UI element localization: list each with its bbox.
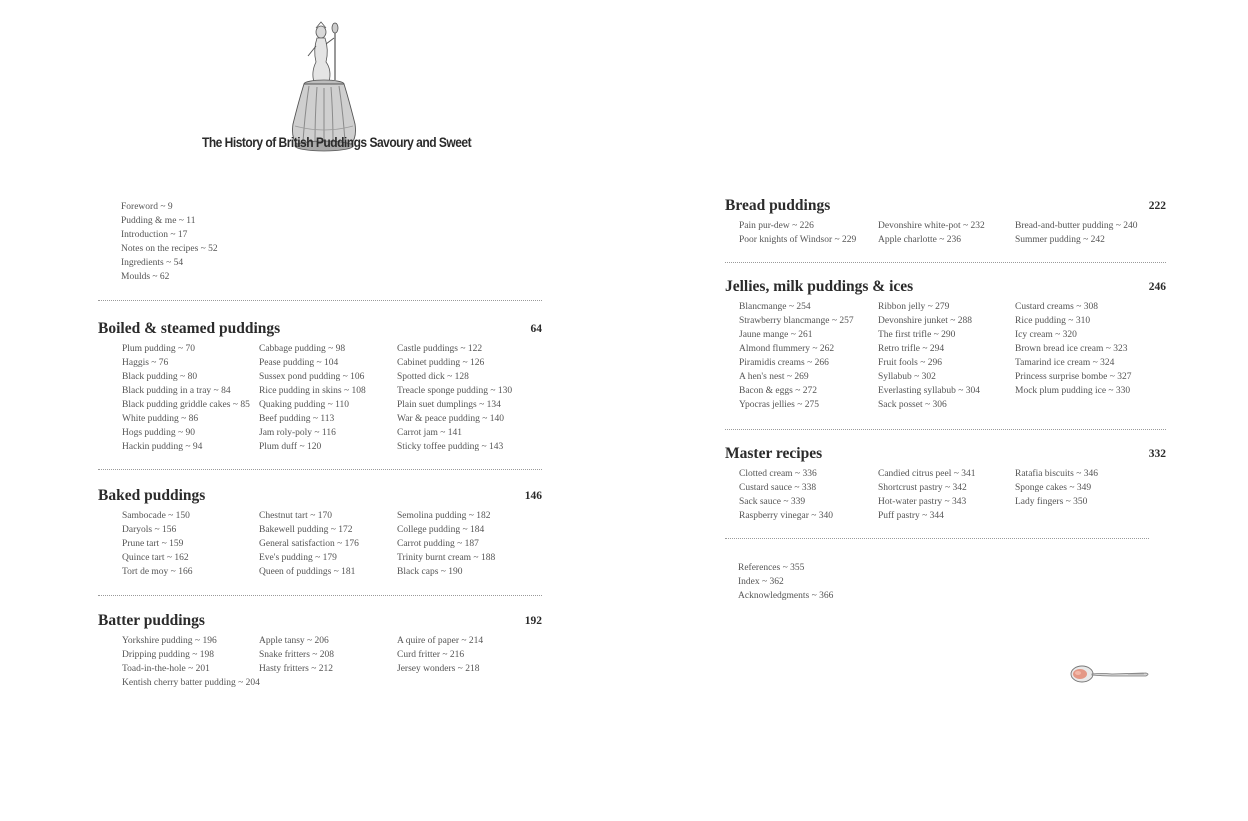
front-matter-list — [121, 200, 218, 284]
list-item[interactable]: Hasty fritters ~ 212 — [259, 664, 334, 674]
list-item[interactable]: Quince tart ~ 162 — [122, 553, 189, 563]
section-title[interactable]: Boiled & steamed puddings — [98, 320, 281, 337]
section-bread — [725, 197, 1166, 247]
list-item[interactable]: Beef pudding ~ 113 — [259, 414, 335, 424]
list-item[interactable]: Castle puddings ~ 122 — [397, 344, 483, 354]
list-item[interactable]: Carrot jam ~ 141 — [397, 428, 463, 438]
list-item[interactable]: Acknowledgments ~ 366 — [738, 591, 834, 601]
spoon-icon — [1068, 662, 1152, 686]
section-page-number: 146 — [524, 490, 542, 502]
list-item[interactable]: Mock plum pudding ice ~ 330 — [1015, 386, 1131, 396]
list-item[interactable]: Sponge cakes ~ 349 — [1015, 483, 1092, 493]
list-item[interactable]: Plum duff ~ 120 — [259, 442, 322, 452]
list-item[interactable]: Semolina pudding ~ 182 — [397, 511, 491, 521]
list-item[interactable]: Jersey wonders ~ 218 — [397, 664, 480, 674]
list-item[interactable]: Devonshire junket ~ 288 — [878, 316, 973, 326]
list-item[interactable]: Pudding & me ~ 11 — [121, 216, 196, 226]
list-item[interactable]: Retro trifle ~ 294 — [878, 344, 945, 354]
list-item[interactable]: Tamarind ice cream ~ 324 — [1015, 358, 1115, 368]
list-item[interactable]: Carrot pudding ~ 187 — [397, 539, 479, 549]
divider — [98, 300, 542, 301]
list-item[interactable]: Treacle sponge pudding ~ 130 — [397, 386, 513, 396]
list-item[interactable]: Everlasting syllabub ~ 304 — [878, 386, 980, 396]
list-item[interactable]: Puff pastry ~ 344 — [878, 511, 944, 521]
list-item[interactable]: Plum pudding ~ 70 — [122, 344, 195, 354]
list-item[interactable]: Curd fritter ~ 216 — [397, 650, 465, 660]
entry-column — [397, 342, 512, 454]
list-item[interactable]: Piramidis creams ~ 266 — [739, 358, 829, 368]
section-title[interactable]: Bread puddings — [725, 197, 831, 214]
list-item[interactable]: Sticky toffee pudding ~ 143 — [397, 442, 504, 452]
list-item[interactable]: Apple charlotte ~ 236 — [878, 235, 961, 245]
entry-column — [1015, 300, 1132, 398]
entry-column — [739, 300, 854, 412]
divider — [98, 595, 542, 596]
list-item[interactable]: Bacon & eggs ~ 272 — [739, 386, 817, 396]
list-item[interactable]: War & peace pudding ~ 140 — [397, 414, 504, 424]
entry-column — [1015, 219, 1138, 247]
list-item[interactable]: Devonshire white-pot ~ 232 — [878, 221, 985, 231]
list-item[interactable]: Syllabub ~ 302 — [878, 372, 936, 382]
list-item[interactable]: Queen of puddings ~ 181 — [259, 567, 356, 577]
section-title[interactable]: Master recipes — [725, 445, 823, 462]
section-page-number: 332 — [1148, 448, 1166, 460]
list-item[interactable]: Kentish cherry batter pudding ~ 204 — [122, 678, 260, 688]
list-item[interactable]: Apple tansy ~ 206 — [259, 636, 329, 646]
list-item[interactable]: Sambocade ~ 150 — [122, 511, 190, 521]
list-item[interactable]: Trinity burnt cream ~ 188 — [397, 553, 496, 563]
list-item[interactable]: Custard sauce ~ 338 — [739, 483, 817, 493]
list-item[interactable]: Rice pudding ~ 310 — [1015, 316, 1091, 326]
list-item[interactable]: Chestnut tart ~ 170 — [259, 511, 332, 521]
list-item[interactable]: Jaune mange ~ 261 — [739, 330, 813, 340]
list-item[interactable]: Black caps ~ 190 — [397, 567, 463, 577]
list-item[interactable]: Sussex pond pudding ~ 106 — [259, 372, 365, 382]
list-item[interactable]: The first trifle ~ 290 — [878, 330, 956, 340]
list-item[interactable]: Ypocras jellies ~ 275 — [739, 400, 819, 410]
list-item[interactable]: Foreword ~ 9 — [121, 202, 173, 212]
list-item[interactable]: Quaking pudding ~ 110 — [259, 400, 350, 410]
entry-column — [878, 467, 975, 523]
list-item[interactable]: Rice pudding in skins ~ 108 — [259, 386, 366, 396]
entry-column — [739, 219, 856, 247]
list-item[interactable]: Strawberry blancmange ~ 257 — [739, 316, 854, 326]
list-item[interactable]: Custard creams ~ 308 — [1015, 302, 1098, 312]
section-master-recipes — [725, 445, 1166, 523]
divider — [98, 469, 542, 470]
entry-column — [878, 300, 980, 412]
list-item[interactable]: Black pudding ~ 80 — [122, 372, 198, 382]
list-item[interactable]: Candied citrus peel ~ 341 — [878, 469, 976, 479]
list-item[interactable]: Ribbon jelly ~ 279 — [878, 302, 950, 312]
list-item[interactable]: Fruit fools ~ 296 — [878, 358, 942, 368]
section-jellies — [725, 278, 1166, 412]
list-item[interactable]: Pease pudding ~ 104 — [259, 358, 339, 368]
divider — [725, 429, 1166, 430]
list-item[interactable]: Haggis ~ 76 — [122, 358, 169, 368]
list-item[interactable]: Jam roly-poly ~ 116 — [259, 428, 336, 438]
list-item[interactable]: General satisfaction ~ 176 — [259, 539, 359, 549]
entry-column — [259, 634, 334, 676]
list-item[interactable]: Hot-water pastry ~ 343 — [878, 497, 967, 507]
list-item[interactable]: Almond flummery ~ 262 — [739, 344, 835, 354]
entry-column — [122, 509, 192, 579]
book-title: The History of British Puddings Savoury and Sweet — [202, 134, 472, 150]
list-item[interactable]: Black pudding griddle cakes ~ 85 — [122, 400, 250, 410]
entry-column — [122, 634, 260, 690]
list-item[interactable]: Plain suet dumplings ~ 134 — [397, 400, 501, 410]
section-page-number: 246 — [1148, 281, 1166, 293]
list-item[interactable]: Brown bread ice cream ~ 323 — [1015, 344, 1128, 354]
entry-column — [1015, 467, 1098, 509]
entry-column — [259, 342, 366, 454]
entry-column — [397, 634, 483, 676]
list-item[interactable]: Spotted dick ~ 128 — [397, 372, 469, 382]
list-item[interactable]: Black pudding in a tray ~ 84 — [122, 386, 231, 396]
list-item[interactable]: Moulds ~ 62 — [121, 272, 170, 282]
list-item[interactable]: Prune tart ~ 159 — [122, 539, 184, 549]
list-item[interactable]: Eve's pudding ~ 179 — [259, 553, 337, 563]
divider — [725, 262, 1166, 263]
list-item[interactable]: White pudding ~ 86 — [122, 414, 199, 424]
section-page-number: 192 — [524, 615, 542, 627]
list-item[interactable]: Ingredients ~ 54 — [121, 258, 184, 268]
list-item[interactable]: Ratafia biscuits ~ 346 — [1015, 469, 1098, 479]
section-page-number: 64 — [530, 323, 542, 335]
list-item[interactable]: References ~ 355 — [738, 563, 805, 573]
list-item[interactable]: Bread-and-butter pudding ~ 240 — [1015, 221, 1138, 231]
section-title[interactable]: Baked puddings — [98, 487, 206, 504]
list-item[interactable]: Yorkshire pudding ~ 196 — [122, 636, 217, 646]
list-item[interactable]: Dripping pudding ~ 198 — [122, 650, 214, 660]
list-item[interactable]: Hogs pudding ~ 90 — [122, 428, 195, 438]
list-item[interactable]: Hackin pudding ~ 94 — [122, 442, 203, 452]
list-item[interactable]: Poor knights of Windsor ~ 229 — [739, 235, 857, 245]
list-item[interactable]: Princess surprise bombe ~ 327 — [1015, 372, 1132, 382]
list-item[interactable]: Lady fingers ~ 350 — [1015, 497, 1088, 507]
divider — [725, 538, 1149, 539]
list-item[interactable]: Introduction ~ 17 — [121, 230, 188, 240]
entry-column — [739, 467, 833, 523]
entry-column — [397, 509, 495, 579]
list-item[interactable]: Tort de moy ~ 166 — [122, 567, 193, 577]
back-matter-list — [738, 561, 833, 603]
section-title[interactable]: Batter puddings — [98, 612, 205, 629]
list-item[interactable]: Toad-in-the-hole ~ 201 — [122, 664, 210, 674]
list-item[interactable]: Raspberry vinegar ~ 340 — [739, 511, 834, 521]
list-item[interactable]: Snake fritters ~ 208 — [259, 650, 335, 660]
list-item[interactable]: Cabbage pudding ~ 98 — [259, 344, 346, 354]
section-title[interactable]: Jellies, milk puddings & ices — [725, 278, 914, 295]
list-item[interactable]: Notes on the recipes ~ 52 — [121, 244, 218, 254]
list-item[interactable]: Sack posset ~ 306 — [878, 400, 947, 410]
list-item[interactable]: Summer pudding ~ 242 — [1015, 235, 1105, 245]
entry-column — [878, 219, 985, 247]
list-item[interactable]: Cabinet pudding ~ 126 — [397, 358, 485, 368]
list-item[interactable]: A quire of paper ~ 214 — [397, 636, 484, 646]
section-boiled-steamed — [98, 320, 542, 454]
section-baked — [98, 487, 542, 579]
list-item[interactable]: Index ~ 362 — [738, 577, 784, 587]
list-item[interactable]: Bakewell pudding ~ 172 — [259, 525, 353, 535]
list-item[interactable]: College pudding ~ 184 — [397, 525, 485, 535]
section-batter — [98, 612, 542, 690]
list-item[interactable]: Pain pur-dew ~ 226 — [739, 221, 814, 231]
list-item[interactable]: Sack sauce ~ 339 — [739, 497, 806, 507]
list-item[interactable]: Blancmange ~ 254 — [739, 302, 811, 312]
list-item[interactable]: Daryols ~ 156 — [122, 525, 177, 535]
section-page-number: 222 — [1148, 200, 1166, 212]
entry-column — [259, 509, 359, 579]
entry-column — [122, 342, 250, 454]
list-item[interactable]: Clotted cream ~ 336 — [739, 469, 817, 479]
list-item[interactable]: Shortcrust pastry ~ 342 — [878, 483, 967, 493]
list-item[interactable]: A hen's nest ~ 269 — [739, 372, 809, 382]
list-item[interactable]: Icy cream ~ 320 — [1015, 330, 1077, 340]
